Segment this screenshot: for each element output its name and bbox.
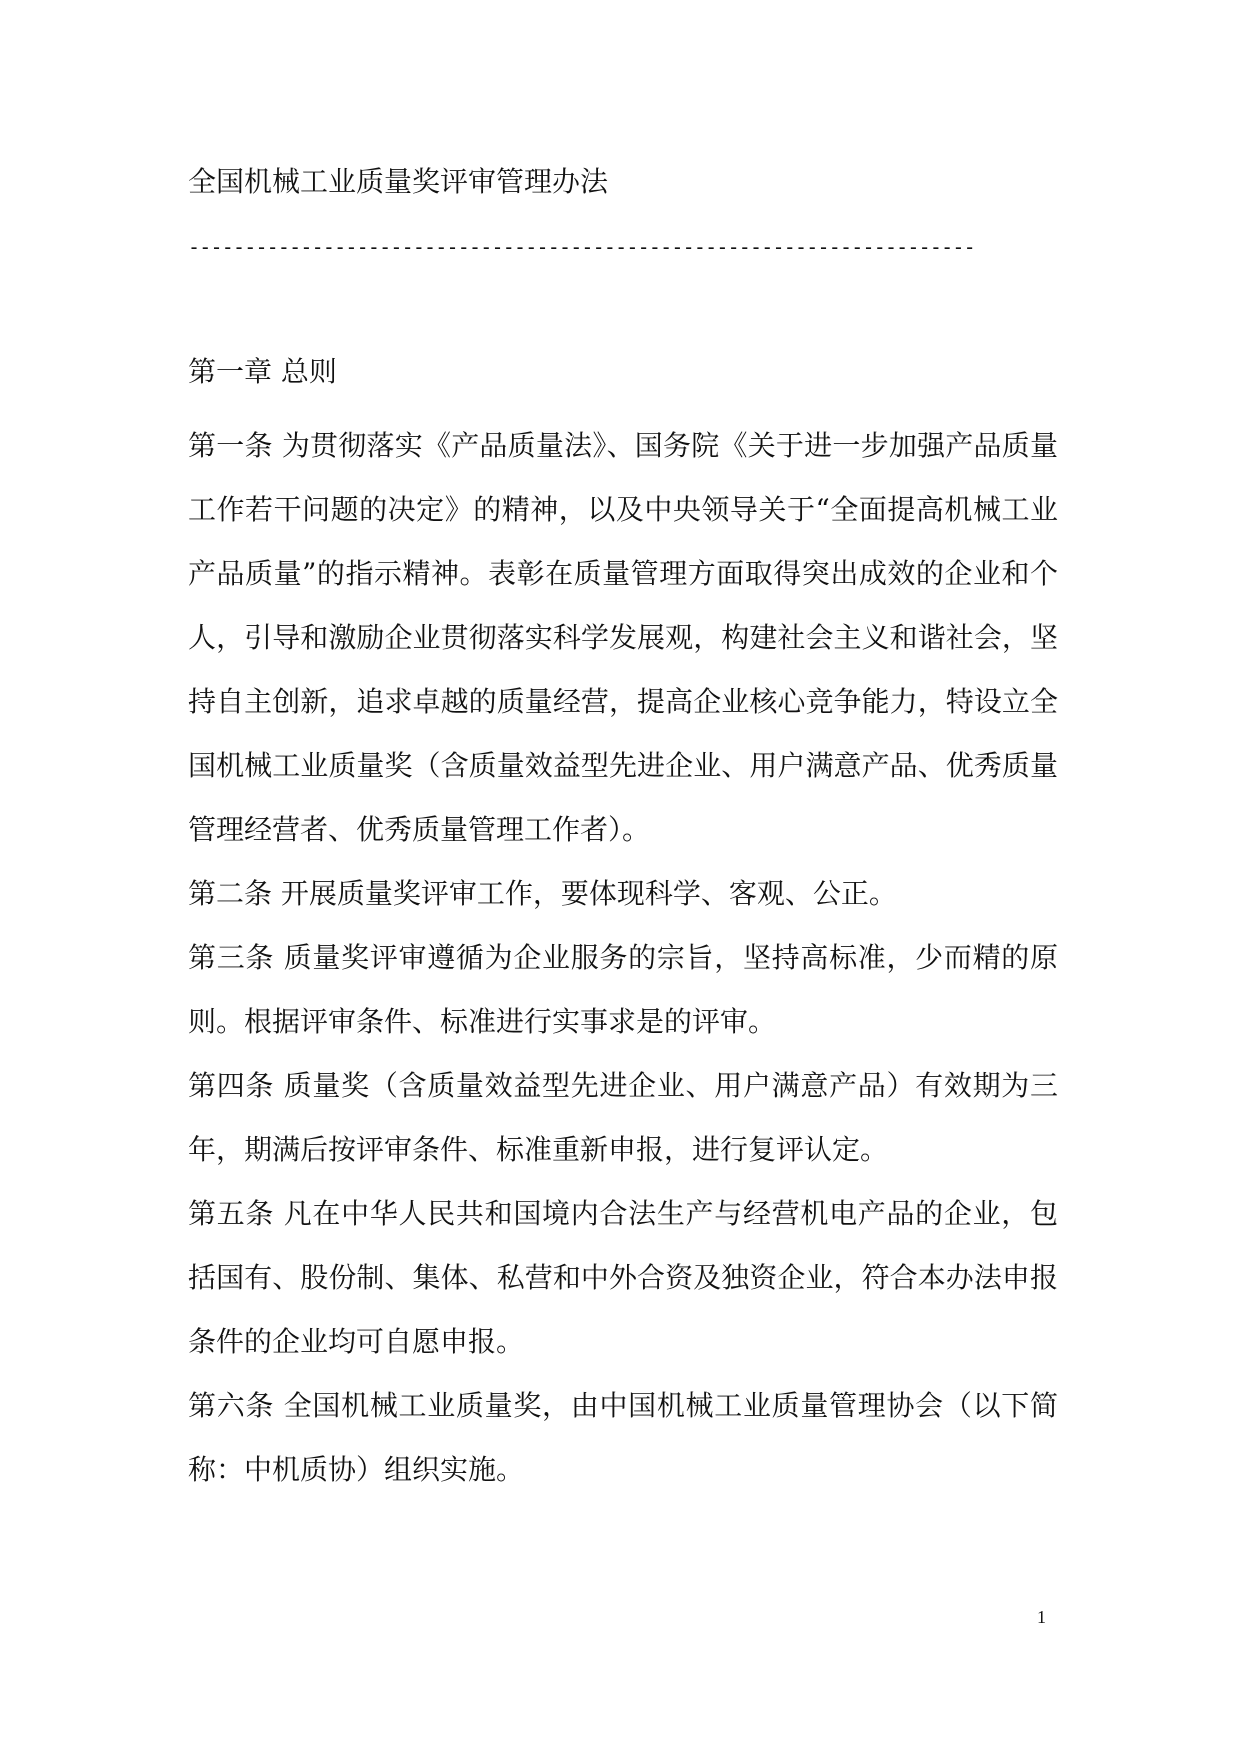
article-4: 第四条 质量奖（含质量效益型先进企业、用户满意产品）有效期为三年，期满后按评审条件、标准重新申报，进行复评认定。 (188, 1069, 1058, 1166)
article-1: 第一条 为贯彻落实《产品质量法》、国务院《关于进一步加强产品质量工作若干问题的决定》的精神，以及中央领导关于“全面提高机械工业产品质量”的指示精神。表彰在质量管理方面取得突出成效的企业和个人，引导和激励企业贯彻落实科学发展观，构建社会主义和谐社会，坚持自主创新，追求卓越的质量经营，提高企业核心竞争能力，特设立全国机械工业质量奖（含质量效益型先进企业、用户满意产品、优秀质量管理经营者、优秀质量管理工作者）。 (188, 429, 1058, 846)
chapter-heading: 第一章 总则 (188, 355, 337, 388)
article-5: 第五条 凡在中华人民共和国境内合法生产与经营机电产品的企业，包括国有、股份制、集体、私营和中外合资及独资企业，符合本办法申报条件的企业均可自愿申报。 (188, 1197, 1058, 1358)
article-6: 第六条 全国机械工业质量奖，由中国机械工业质量管理协会（以下简称：中机质协）组织实施。 (188, 1389, 1058, 1486)
article-3: 第三条 质量奖评审遵循为企业服务的宗旨，坚持高标准，少而精的原则。根据评审条件、标准进行实事求是的评审。 (188, 941, 1058, 1038)
document-body (188, 350, 1058, 1502)
article-2: 第二条 开展质量奖评审工作，要体现科学、客观、公正。 (188, 877, 897, 910)
title-separator: ---------------------------------------------------------------------- (188, 235, 975, 259)
page-number: 1 (1037, 1607, 1046, 1627)
document-title: 全国机械工业质量奖评审管理办法 (188, 165, 609, 198)
